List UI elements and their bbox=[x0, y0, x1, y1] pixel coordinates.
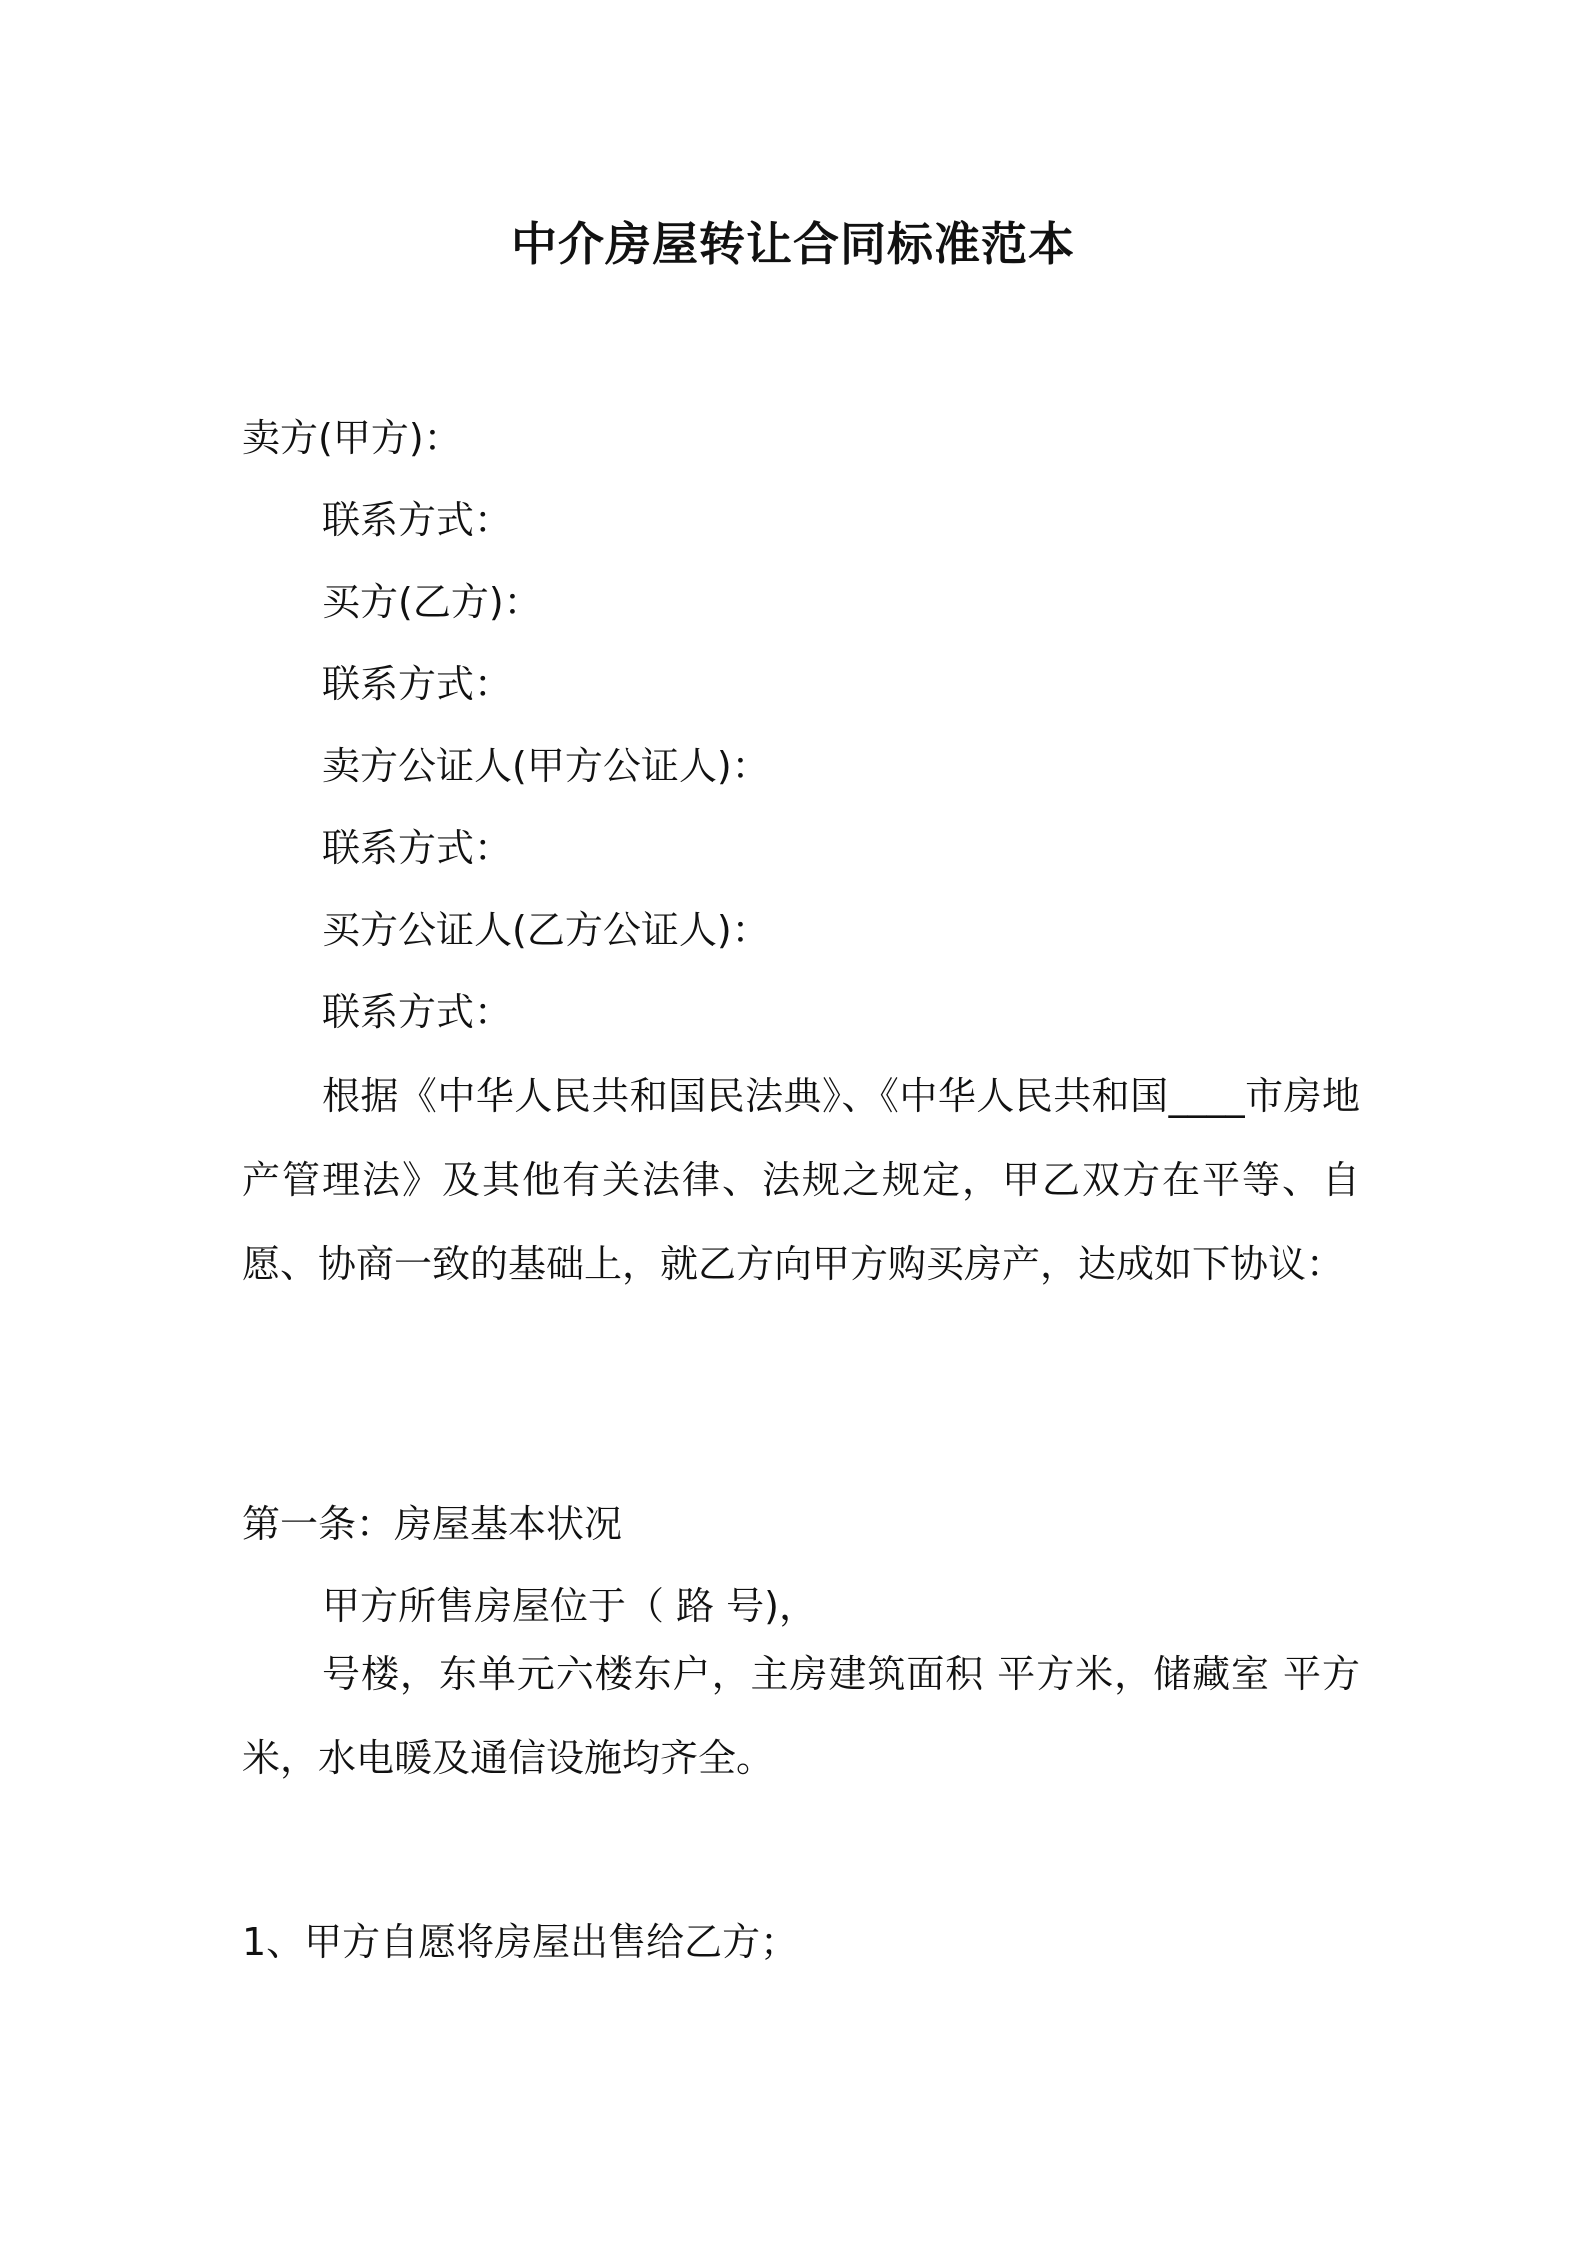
buyer-notary-contact-label: 联系方式： bbox=[322, 990, 513, 1034]
seller-label: 卖方(甲方)： bbox=[242, 416, 462, 460]
seller-contact-label: 联系方式： bbox=[322, 498, 513, 542]
article1-location: 甲方所售房屋位于（ 路 号)， bbox=[322, 1584, 817, 1628]
buyer-label: 买方(乙方)： bbox=[322, 580, 542, 624]
seller-notary-contact-label: 联系方式： bbox=[322, 826, 513, 870]
seller-notary-label: 卖方公证人(甲方公证人)： bbox=[322, 744, 770, 788]
buyer-notary-label: 买方公证人(乙方公证人)： bbox=[322, 908, 770, 952]
article1-heading: 第一条：房屋基本状况 bbox=[242, 1502, 623, 1546]
buyer-contact-label: 联系方式： bbox=[322, 662, 513, 706]
article1-item1: 1、甲方自愿将房屋出售给乙方； bbox=[242, 1920, 799, 1964]
preamble-paragraph: 根据《中华人民共和国民法典》、《中华人民共和国____市房地产管理法》及其他有关法律、法规之规定，甲乙双方在平等、自愿、协商一致的基础上，就乙方向甲方购买房产，达成如下协议： bbox=[242, 1074, 1360, 1286]
article1-details-paragraph: 号楼，东单元六楼东户，主房建筑面积 平方米，储藏室 平方米，水电暖及通信设施均齐全。 bbox=[242, 1652, 1360, 1780]
document-title: 中介房屋转让合同标准范本 bbox=[511, 217, 1075, 271]
